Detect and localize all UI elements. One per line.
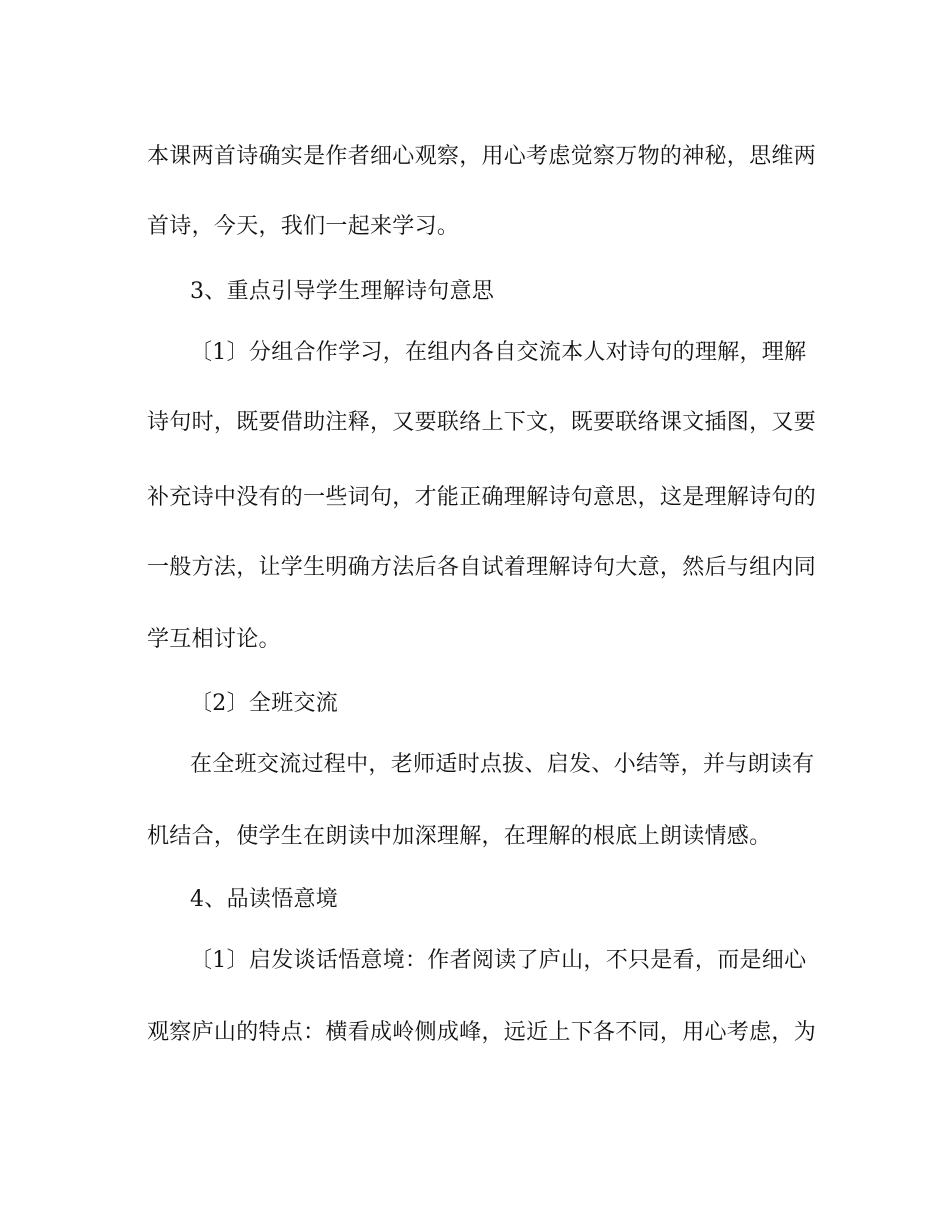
text-line-10: 在全班交流过程中，老师适时点拔、启发、小结等，并与朗读有 <box>190 752 815 777</box>
text-line-2: 首诗，今天，我们一起来学习。 <box>147 214 460 239</box>
text-line-6: 补充诗中没有的一些词句，才能正确理解诗句意思，这是理解诗句的 <box>147 485 817 510</box>
text-line-5: 诗句时，既要借助注释，又要联络上下文，既要联络课文插图，又要 <box>147 410 817 435</box>
text-line-14: 观察庐山的特点：横看成岭侧成峰，远近上下各不同，用心考虑，为 <box>147 1020 817 1045</box>
section-heading-4: 4、品读悟意境 <box>190 887 339 912</box>
text-line-4: 〔1〕分组合作学习，在组内各自交流本人对诗句的理解，理解 <box>190 340 807 365</box>
text-line-13: 〔1〕启发谈话悟意境：作者阅读了庐山，不只是看，而是细心 <box>190 948 807 973</box>
subsection-heading-2: 〔2〕全班交流 <box>190 691 339 716</box>
text-line-11: 机结合，使学生在朗读中加深理解，在理解的根底上朗读情感。 <box>147 824 772 849</box>
text-line-1: 本课两首诗确实是作者细心观察，用心考虑觉察万物的神秘，思维两 <box>147 144 817 169</box>
section-heading-3: 3、重点引导学生理解诗句意思 <box>190 279 495 304</box>
text-line-8: 学互相讨论。 <box>147 627 281 652</box>
text-line-7: 一般方法，让学生明确方法后各自试着理解诗句大意，然后与组内同 <box>147 555 817 580</box>
